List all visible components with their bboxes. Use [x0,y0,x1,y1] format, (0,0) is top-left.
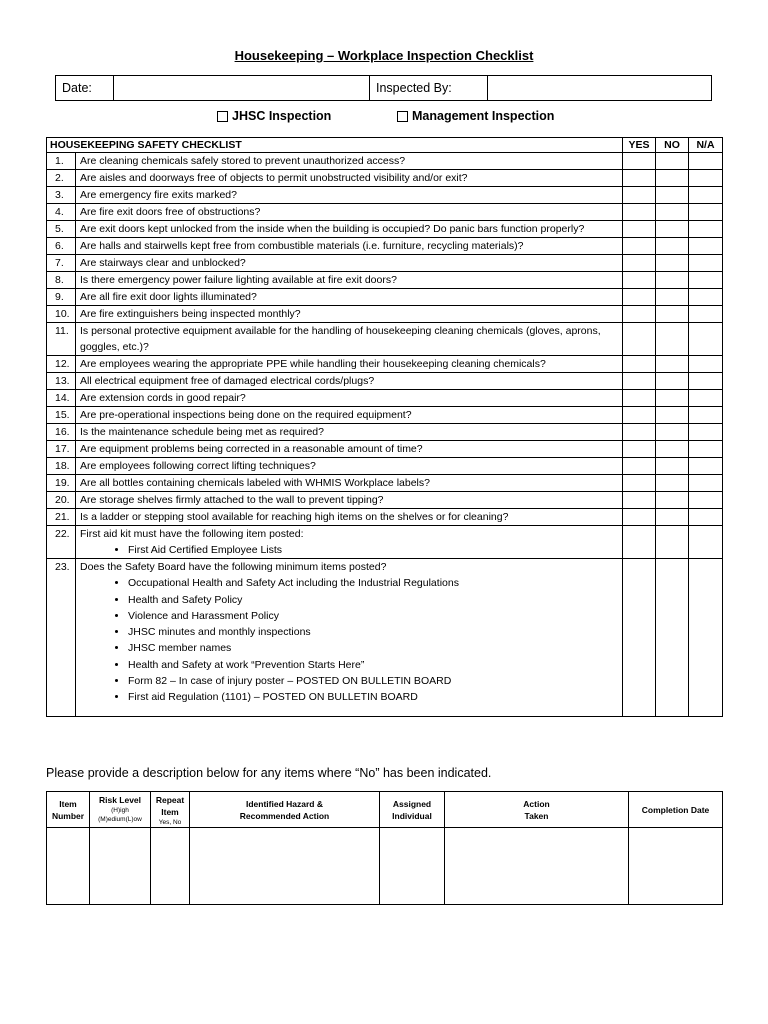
item-question-text: Are exit doors kept unlocked from the inside when the building is occupied? Do panic bars function properly? [80,223,585,235]
no-answer-cell[interactable] [656,559,689,716]
item-number: 17. [47,441,76,458]
na-answer-cell[interactable] [689,153,723,170]
na-answer-cell[interactable] [689,170,723,187]
item-question-text: Are cleaning chemicals safely stored to prevent unauthorized access? [80,155,406,167]
jhsc-inspection-option[interactable] [217,109,331,123]
item-question [76,424,623,441]
yes-answer-cell[interactable] [623,475,656,492]
item-bullet: • Violence and Harassment Policy [128,608,618,624]
item-question [76,306,623,323]
management-inspection-label: Management Inspection [412,109,555,123]
no-answer-cell[interactable] [656,390,689,407]
item-number: 13. [47,373,76,390]
na-answer-cell[interactable] [689,424,723,441]
na-answer-cell[interactable] [689,187,723,204]
yes-answer-cell[interactable] [623,187,656,204]
identified-hazard-header [190,792,380,828]
na-answer-cell[interactable] [689,221,723,238]
item-question-text: Are fire exit doors free of obstructions? [80,206,261,218]
item-bullet: • First aid Regulation (1101) – POSTED ON BULLETIN BOARD [128,689,618,705]
item-question-text: Is the maintenance schedule being met as required? [80,426,324,438]
checklist-row [47,170,723,187]
no-answer-cell[interactable] [656,458,689,475]
item-question-text: Is a ladder or stepping stool available for reaching high items on the shelves or for cleaning? [80,511,509,523]
item-number: 15. [47,407,76,424]
yes-answer-cell[interactable] [623,323,656,356]
completion-date-header [629,792,723,828]
yes-answer-cell[interactable] [623,509,656,526]
yes-answer-cell[interactable] [623,170,656,187]
inspected-by-field[interactable] [488,76,712,101]
date-label: Date: [56,76,114,101]
checkbox-icon[interactable] [217,111,228,122]
action-taken-cell[interactable] [445,828,629,905]
checklist-row [47,441,723,458]
no-answer-cell[interactable] [656,492,689,509]
checklist-row [47,356,723,373]
checklist-header-row [47,138,723,153]
no-answer-cell[interactable] [656,289,689,306]
item-question-text: Are pre-operational inspections being done on the required equipment? [80,409,412,421]
yes-answer-cell[interactable] [623,559,656,716]
date-field[interactable] [114,76,370,101]
identified-hazard-cell[interactable] [190,828,380,905]
header-line: Recommended Action [239,810,330,821]
item-question-text: Are aisles and doorways free of objects to permit unobstructed visibility and/or exit? [80,172,468,184]
header-line: Number [51,810,85,821]
checklist-row [47,492,723,509]
na-answer-cell[interactable] [689,204,723,221]
no-answer-cell[interactable] [656,187,689,204]
no-answer-cell[interactable] [656,255,689,272]
yes-answer-cell[interactable] [623,221,656,238]
item-question [76,475,623,492]
item-bullet: • Health and Safety at work “Prevention Starts Here” [128,657,618,673]
item-question [76,204,623,221]
na-answer-cell[interactable] [689,559,723,716]
checklist-row [47,204,723,221]
item-bullet-list [80,575,618,715]
item-question [76,373,623,390]
header-line: Item [161,807,179,817]
assigned-individual-cell[interactable] [380,828,445,905]
item-bullet: • Form 82 – In case of injury poster – POSTED ON BULLETIN BOARD [128,673,618,689]
item-number: 3. [47,187,76,204]
no-answer-cell[interactable] [656,441,689,458]
yes-answer-cell[interactable] [623,255,656,272]
no-answer-cell[interactable] [656,356,689,373]
item-number: 9. [47,289,76,306]
na-answer-cell[interactable] [689,390,723,407]
header-line: Taken [524,810,549,821]
risk-level-header [90,792,151,828]
na-answer-cell[interactable] [689,441,723,458]
assigned-individual-header [380,792,445,828]
item-number: 8. [47,272,76,289]
risk-level-cell[interactable] [90,828,151,905]
instruction-note: Please provide a description below for any items where “No” has been indicated. [46,766,492,780]
item-bullet: • JHSC minutes and monthly inspections [128,624,618,640]
item-question-text: Is there emergency power failure lighting available at fire exit doors? [80,274,397,286]
header-subline: (M)edium(L)ow [98,816,142,823]
yes-column-header: YES [623,138,656,153]
na-answer-cell[interactable] [689,526,723,559]
item-question-text: Are stairways clear and unblocked? [80,257,246,269]
header-table [55,75,712,101]
item-question [76,492,623,509]
item-bullet: • Health and Safety Policy [128,592,618,608]
header-subline: (H)igh [111,807,129,814]
management-inspection-option[interactable] [397,109,554,123]
action-taken-header [445,792,629,828]
yes-answer-cell[interactable] [623,407,656,424]
checklist-row [47,475,723,492]
item-bullet: • First Aid Certified Employee Lists [128,542,618,558]
yes-answer-cell[interactable] [623,492,656,509]
item-number-cell[interactable] [47,828,90,905]
item-bullet: • Occupational Health and Safety Act including the Industrial Regulations [128,575,618,591]
na-answer-cell[interactable] [689,458,723,475]
item-question-text: Are all bottles containing chemicals labeled with WHMIS Workplace labels? [80,477,430,489]
item-question-text: Are emergency fire exits marked? [80,189,237,201]
item-question [76,441,623,458]
header-line: Individual [392,810,432,821]
item-question [76,170,623,187]
header-line: Item [59,798,77,809]
no-answer-cell[interactable] [656,272,689,289]
checklist-heading: HOUSEKEEPING SAFETY CHECKLIST [47,138,623,153]
header-line: Repeat [155,795,185,805]
item-question [76,289,623,306]
item-question [76,323,623,356]
item-number: 12. [47,356,76,373]
completion-date-cell[interactable] [629,828,723,905]
na-answer-cell[interactable] [689,373,723,390]
item-question [76,407,623,424]
item-number: 23. [47,559,76,716]
page-title: Housekeeping – Workplace Inspection Checklist [234,48,534,63]
item-number: 1. [47,153,76,170]
item-question [76,221,623,238]
action-table-header-row [47,792,723,828]
repeat-item-cell[interactable] [151,828,190,905]
item-bullet-list [80,542,618,558]
inspected-by-label: Inspected By: [370,76,488,101]
no-answer-cell[interactable] [656,509,689,526]
checklist-row [47,306,723,323]
item-question [76,187,623,204]
no-answer-cell[interactable] [656,153,689,170]
na-answer-cell[interactable] [689,475,723,492]
header-line: Completion Date [641,804,710,815]
checklist-row [47,272,723,289]
item-number: 11. [47,323,76,356]
item-number: 2. [47,170,76,187]
checklist-row [47,458,723,475]
checklist-row [47,390,723,407]
item-number: 6. [47,238,76,255]
item-question-text: Are halls and stairwells kept free from combustible materials (i.e. furniture, recycling materials)? [80,240,524,252]
yes-answer-cell[interactable] [623,441,656,458]
checklist-row [47,509,723,526]
header-line: Assigned [392,798,432,809]
item-question-text: Are fire extinguishers being inspected monthly? [80,308,301,320]
na-answer-cell[interactable] [689,255,723,272]
item-number: 5. [47,221,76,238]
checklist-row [47,559,723,716]
item-question [76,559,623,716]
yes-answer-cell[interactable] [623,373,656,390]
item-question-text: First aid kit must have the following item posted: [80,528,304,540]
item-number: 22. [47,526,76,559]
checklist-row [47,373,723,390]
item-question [76,255,623,272]
na-answer-cell[interactable] [689,323,723,356]
no-answer-cell[interactable] [656,221,689,238]
item-number: 10. [47,306,76,323]
no-answer-cell[interactable] [656,170,689,187]
item-question [76,153,623,170]
checklist-row [47,221,723,238]
no-answer-cell[interactable] [656,407,689,424]
no-answer-cell[interactable] [656,526,689,559]
jhsc-inspection-label: JHSC Inspection [232,109,332,123]
yes-answer-cell[interactable] [623,289,656,306]
no-answer-cell[interactable] [656,373,689,390]
item-question-text: Are extension cords in good repair? [80,392,246,404]
no-answer-cell[interactable] [656,475,689,492]
yes-answer-cell[interactable] [623,356,656,373]
yes-answer-cell[interactable] [623,238,656,255]
checklist-row [47,526,723,559]
item-question [76,272,623,289]
action-table [46,791,723,905]
header-line: Action [523,798,550,809]
repeat-item-header [151,792,190,828]
yes-answer-cell[interactable] [623,390,656,407]
no-answer-cell[interactable] [656,323,689,356]
checklist-row [47,255,723,272]
item-bullet: • JHSC member names [128,640,618,656]
item-question-text: Are employees wearing the appropriate PPE while handling their housekeeping cleaning chemicals? [80,358,546,370]
no-column-header: NO [656,138,689,153]
na-answer-cell[interactable] [689,407,723,424]
item-question-text: Are employees following correct lifting techniques? [80,460,316,472]
na-answer-cell[interactable] [689,509,723,526]
no-answer-cell[interactable] [656,204,689,221]
item-number: 20. [47,492,76,509]
checklist-row [47,153,723,170]
item-question [76,526,623,559]
checklist-row [47,187,723,204]
checkbox-icon[interactable] [397,111,408,122]
na-column-header: N/A [689,138,723,153]
na-answer-cell[interactable] [689,356,723,373]
checklist-table [46,137,723,717]
checklist-row [47,238,723,255]
item-number: 14. [47,390,76,407]
item-question-text: Does the Safety Board have the following minimum items posted? [80,561,387,574]
na-answer-cell[interactable] [689,238,723,255]
item-number: 21. [47,509,76,526]
no-answer-cell[interactable] [656,424,689,441]
header-line: Identified Hazard & [246,798,323,809]
item-question [76,390,623,407]
item-question [76,356,623,373]
na-answer-cell[interactable] [689,306,723,323]
na-answer-cell[interactable] [689,492,723,509]
item-question [76,509,623,526]
item-question-text: All electrical equipment free of damaged electrical cords/plugs? [80,375,375,387]
item-question [76,458,623,475]
item-number: 7. [47,255,76,272]
yes-answer-cell[interactable] [623,526,656,559]
no-answer-cell[interactable] [656,306,689,323]
na-answer-cell[interactable] [689,289,723,306]
header-line: Risk Level [98,795,142,805]
yes-answer-cell[interactable] [623,306,656,323]
yes-answer-cell[interactable] [623,204,656,221]
checklist-row [47,323,723,356]
checklist-row [47,424,723,441]
item-number-header [47,792,90,828]
yes-answer-cell[interactable] [623,153,656,170]
item-number: 19. [47,475,76,492]
na-answer-cell[interactable] [689,272,723,289]
no-answer-cell[interactable] [656,238,689,255]
header-subline: Yes, No [158,819,182,826]
item-question-text: Are all fire exit door lights illuminated? [80,291,257,303]
yes-answer-cell[interactable] [623,458,656,475]
item-number: 18. [47,458,76,475]
checklist-row [47,407,723,424]
checklist-row [47,289,723,306]
item-question-text: Are equipment problems being corrected in a reasonable amount of time? [80,443,423,455]
yes-answer-cell[interactable] [623,272,656,289]
action-table-row [47,828,723,905]
item-number: 16. [47,424,76,441]
item-question [76,238,623,255]
item-question-text: Is personal protective equipment available for the handling of housekeeping cleaning chemicals (gloves, aprons, goggles, etc.)? [80,325,601,353]
yes-answer-cell[interactable] [623,424,656,441]
item-number: 4. [47,204,76,221]
item-question-text: Are storage shelves firmly attached to the wall to prevent tipping? [80,494,384,506]
